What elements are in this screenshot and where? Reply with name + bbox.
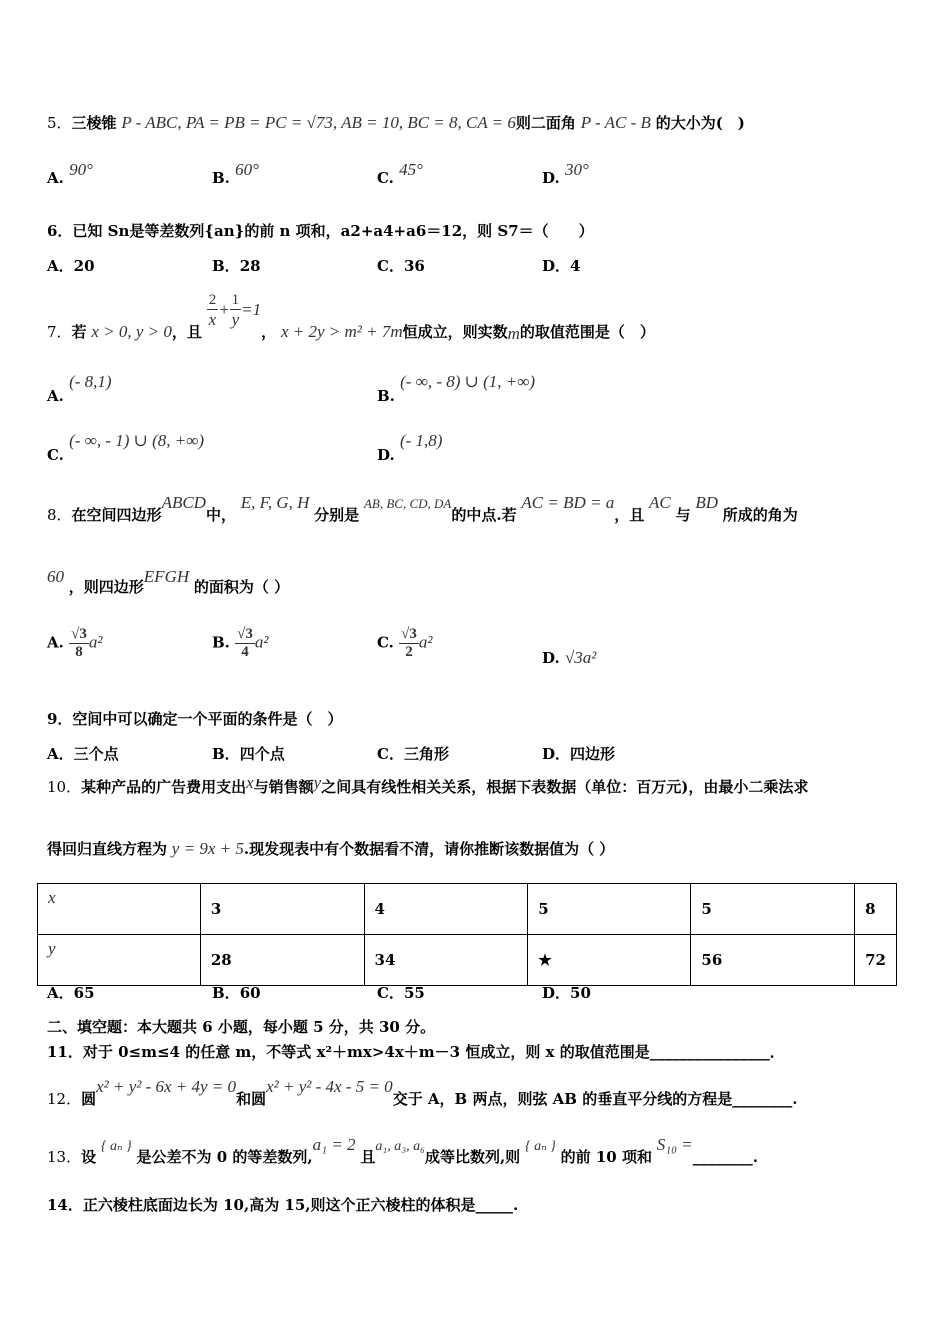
q10-stem-line2: 得回归直线方程为 y = 9x + 5.现发现表中有个数据看不清，请你推断该数据值为（ ）: [47, 839, 615, 858]
q8-option-b[interactable]: B. $\frac{√3}{4}$ a²: [212, 626, 269, 660]
q12-stem: 12．圆x² + y² - 6x + 4y = 0和圆x² + y² - 4x - 5 = 0交于 A，B 两点，则弦 AB 的垂直平分线的方程是________.: [47, 1077, 798, 1108]
q9-stem: 9．空间中可以确定一个平面的条件是（ ）: [47, 710, 343, 728]
q5-option-d[interactable]: D. 30°: [542, 160, 589, 187]
q11-stem: 11．对于 0≤m≤4 的任意 m，不等式 x²＋mx>4x＋m－3 恒成立，则 x 的取值范围是________________．: [47, 1043, 785, 1061]
q9-option-c[interactable]: C．三角形: [377, 745, 449, 763]
q7-option-b[interactable]: B. (- ∞, - 8) ∪ (1, +∞): [377, 372, 536, 405]
q10-data-table: [37, 883, 897, 986]
table-row: y 28 34 ★ 56 72: [38, 935, 897, 986]
q10-option-b[interactable]: B．60: [212, 984, 261, 1002]
q6-option-b[interactable]: B．28: [212, 257, 261, 275]
q7-formula-2: x + 2y > m² + 7m: [280, 322, 403, 341]
table-row: x 3 4 5 5 8: [38, 884, 897, 935]
q6-option-a[interactable]: A．20: [47, 257, 95, 275]
q7-option-c[interactable]: C. (- ∞, - 1) ∪ (8, +∞): [47, 431, 205, 464]
q5-number: 5．: [47, 114, 72, 132]
q5-stem: [47, 112, 745, 133]
regression-equation: y = 9x + 5: [171, 839, 244, 858]
q13-stem: 13．设 { aₙ } 是公差不为 0 的等差数列,a₁ = 2 且a₁, a₃, a₆成等比数列,则 { aₙ } 的前 10 项和 S₁₀ =________.: [47, 1135, 759, 1166]
q8-stem-line2: 60 ，则四边形EFGH 的面积为（ ）: [47, 567, 290, 596]
q9-option-d[interactable]: D．四边形: [542, 745, 616, 763]
q14-stem: 14．正六棱柱底面边长为 10,高为 15,则这个正六棱柱的体积是_____.: [47, 1196, 519, 1214]
section-heading: 二、填空题：本大题共 6 小题，每小题 5 分，共 30 分。: [47, 1018, 436, 1036]
q10-stem-line1: 10．某种产品的广告费用支出x与销售额y之间具有线性相关关系，根据下表数据（单位：百万元)，由最小二乘法求: [47, 773, 809, 796]
q10-option-d[interactable]: D．50: [542, 984, 591, 1002]
q10-option-c[interactable]: C．55: [377, 984, 425, 1002]
q7-stem: 7．若 x > 0, y > 0，且 $\frac{2}{x}$ + $\frac{1}{y}$ =1， x + 2y > m² + 7m恒成立，则实数m的取值范围是（ ）: [47, 292, 655, 343]
q5-text-pre: 三棱锥: [71, 114, 117, 132]
q6-option-c[interactable]: C．36: [377, 257, 425, 275]
q8-option-d[interactable]: D. √3a²: [542, 648, 597, 667]
q7-fraction-2: $\frac{1}{y}$: [231, 292, 240, 329]
star-cell: ★: [528, 935, 691, 986]
q9-option-a[interactable]: A．三个点: [47, 745, 119, 763]
q10-option-a[interactable]: A．65: [47, 984, 95, 1002]
q5-option-a[interactable]: A. 90°: [47, 160, 93, 187]
q6-option-d[interactable]: D．4: [542, 257, 581, 275]
q5-text-mid: 则二面角: [515, 114, 576, 132]
q7-option-a[interactable]: A. (- 8,1): [47, 372, 112, 405]
q5-option-b[interactable]: B. 60°: [212, 160, 259, 187]
q9-option-b[interactable]: B．四个点: [212, 745, 285, 763]
q7-option-d[interactable]: D. (- 1,8): [377, 431, 443, 464]
q5-formula-1: P - ABC, PA = PB = PC = √73, AB = 10, BC = 8, CA = 6: [121, 113, 516, 132]
q7-fraction-1: $\frac{2}{x}$: [208, 292, 217, 329]
q5-text-post: 的大小为( ): [655, 114, 745, 132]
q8-option-c[interactable]: C. $\frac{√3}{2}$ a²: [377, 626, 433, 660]
q5-formula-2: P - AC - B: [580, 113, 651, 132]
q5-option-c[interactable]: C. 45°: [377, 160, 423, 187]
q6-stem: 6．已知 Sn是等差数列{an}的前 n 项和，a2+a4+a6＝12，则 S7＝（ ）: [47, 222, 594, 240]
q8-stem-line1: 8．在空间四边形ABCD中， E, F, G, H 分别是 AB, BC, CD, DA的中点.若 AC = BD = a，且 AC 与 BD 所成的角为: [47, 493, 798, 524]
q7-formula-1: x > 0, y > 0: [91, 322, 172, 341]
q8-option-a[interactable]: A. $\frac{√3}{8}$ a²: [47, 626, 103, 660]
